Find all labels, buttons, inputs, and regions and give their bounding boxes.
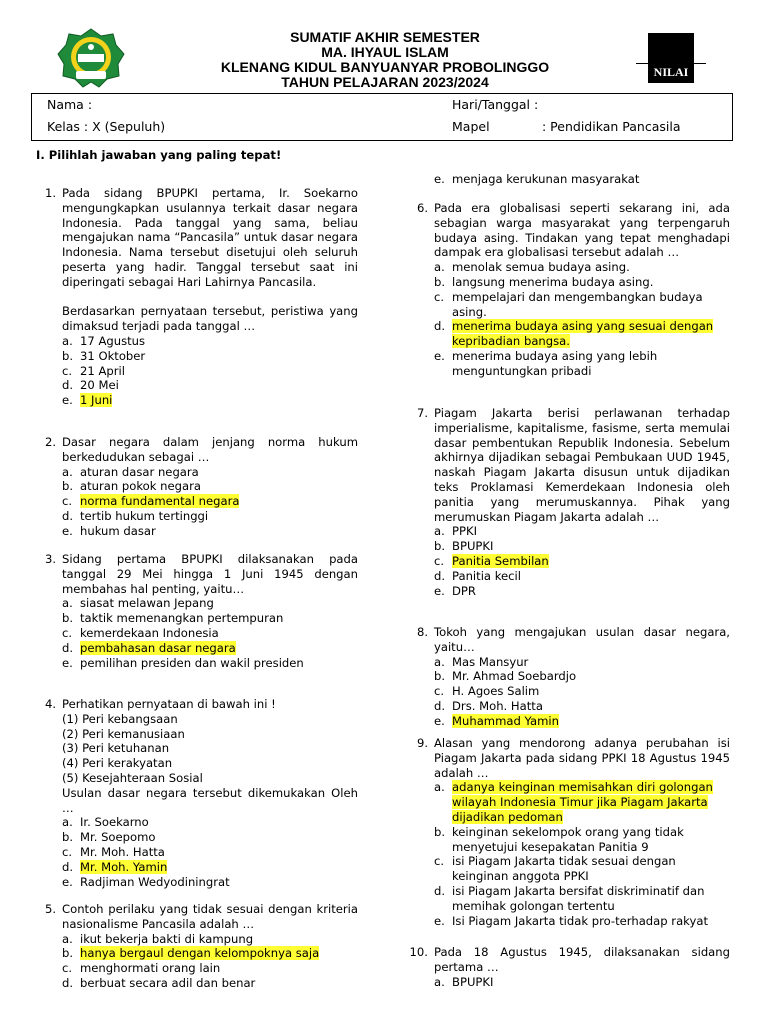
option-letter: d.: [434, 883, 446, 898]
option-text: Panitia kecil: [452, 568, 521, 583]
question-text: Piagam Jakarta berisi perlawanan terhadap imperialisme, kapitalisme, fasisme, serta memulai dasar pembentukan Republik Indonesia. Sebelum akhirnya dijadikan sebagai Pembukaan UUD 1945, naskah Piagam Jakarta disusun untuk dijadikan teks Proklamasi Kemerdekaan Indonesia oleh panitia yang merumuskannya. Pihak yang merumuskan Piagam Jakarta adalah …: [434, 406, 730, 524]
question-number: 2.: [44, 435, 56, 449]
answer-option[interactable]: [62, 524, 358, 539]
option-text: 20 Mei: [80, 378, 119, 393]
answer-option[interactable]: [434, 539, 730, 554]
answer-option[interactable]: [434, 275, 730, 290]
answer-option[interactable]: [62, 465, 358, 480]
option-letter: d.: [434, 698, 446, 713]
option-text: norma fundamental negara: [80, 494, 240, 509]
option-letter: a.: [62, 333, 73, 348]
answer-option[interactable]: [62, 596, 358, 611]
answer-option-highlighted[interactable]: [434, 714, 730, 729]
answer-option-highlighted[interactable]: [62, 860, 358, 875]
question-number: 10.: [409, 945, 428, 959]
option-text: isi Piagam Jakarta tidak sesuai dengan keinginan anggota PPKI: [452, 854, 676, 884]
section-title: I. Pilihlah jawaban yang paling tepat!: [36, 148, 282, 162]
option-text: DPR: [452, 583, 476, 598]
option-text: mempelajari dan mengembangkan budaya asing.: [452, 289, 703, 319]
answer-option[interactable]: [434, 975, 730, 990]
answer-option[interactable]: [434, 349, 730, 379]
subject-label: Mapel: [452, 119, 490, 134]
option-text: 31 Oktober: [80, 348, 146, 363]
answer-option[interactable]: [62, 626, 358, 641]
question-8: [416, 406, 730, 598]
option-letter: b.: [434, 669, 446, 684]
option-letter: d.: [62, 859, 74, 874]
option-letter: e.: [434, 913, 445, 928]
answer-option-highlighted[interactable]: [62, 494, 358, 509]
header-line-2: MA. IHYAUL ISLAM: [321, 44, 449, 60]
option-text: siasat melawan Jepang: [80, 596, 214, 611]
option-letter: d.: [434, 319, 446, 334]
answer-option[interactable]: [62, 830, 358, 845]
option-letter: e.: [62, 874, 73, 889]
option-letter: d.: [62, 975, 74, 990]
answer-option-highlighted[interactable]: [434, 554, 730, 569]
answer-option[interactable]: [62, 334, 358, 349]
answer-option[interactable]: [62, 815, 358, 830]
answer-option[interactable]: [434, 584, 730, 599]
answer-option-highlighted[interactable]: [434, 780, 730, 824]
option-letter: b.: [434, 539, 446, 554]
answer-option[interactable]: [62, 845, 358, 860]
question-9: [416, 625, 730, 729]
question-number: 9.: [416, 736, 428, 750]
question-2: [44, 435, 358, 539]
answer-option[interactable]: [62, 961, 358, 976]
header-line-4: TAHUN PELAJARAN 2023/2024: [281, 74, 489, 90]
question-text: Tokoh yang mengajukan usulan dasar negara, yaitu…: [434, 625, 730, 654]
identity-box: [31, 93, 733, 141]
question-number: 5.: [44, 902, 56, 916]
answer-option[interactable]: [434, 854, 730, 884]
option-letter: b.: [434, 824, 446, 839]
option-text: menerima budaya asing yang sesuai dengan kepribadian bangsa.: [452, 319, 714, 349]
option-letter: b.: [62, 479, 74, 494]
option-text: 21 April: [80, 363, 125, 378]
option-letter: c.: [62, 494, 73, 509]
answer-option[interactable]: [434, 699, 730, 714]
option-letter: a.: [434, 974, 445, 989]
option-letter: a.: [434, 654, 445, 669]
question-text: Sidang pertama BPUPKI dilaksanakan pada tanggal 29 Mei hingga 1 Juni 1945 dengan membahas hal penting, yaitu…: [62, 552, 358, 596]
option-letter: d.: [62, 378, 74, 393]
answer-option[interactable]: [62, 479, 358, 494]
statement-item: (3) Peri ketuhanan: [62, 741, 170, 756]
option-letter: a.: [62, 464, 73, 479]
answer-option[interactable]: [434, 569, 730, 584]
option-text: Isi Piagam Jakarta tidak pro-terhadap rakyat: [452, 913, 708, 928]
option-text: menerima budaya asing yang lebih menguntungkan pribadi: [452, 348, 658, 378]
question-number: 4.: [44, 697, 56, 711]
score-label: NILAI: [653, 65, 689, 79]
answer-option[interactable]: [434, 524, 730, 539]
answer-option[interactable]: [434, 290, 730, 320]
question-10: [416, 736, 730, 928]
option-letter: a.: [62, 596, 73, 611]
option-letter: b.: [62, 946, 74, 961]
option-text: langsung menerima budaya asing.: [452, 274, 654, 289]
option-text: Muhammad Yamin: [452, 713, 559, 728]
class-field: Kelas : X (Sepuluh): [47, 119, 166, 134]
answer-option-highlighted[interactable]: [62, 946, 358, 961]
option-text: taktik memenangkan pertempuran: [80, 611, 284, 626]
option-text: hukum dasar: [80, 523, 156, 538]
date-field[interactable]: Hari/Tanggal :: [452, 97, 539, 112]
school-logo: [56, 27, 126, 89]
option-text: aturan pokok negara: [80, 479, 201, 494]
option-letter: e.: [434, 348, 445, 363]
option-text: 1 Juni: [80, 393, 113, 408]
statement-item: (2) Peri kemanusiaan: [62, 726, 185, 741]
question-text: Dasar negara dalam jenjang norma hukum berkedudukan sebagai …: [62, 435, 358, 464]
option-letter: c.: [62, 363, 73, 378]
answer-option[interactable]: [62, 509, 358, 524]
option-letter: e.: [434, 172, 445, 186]
question-text: Pada sidang BPUPKI pertama, Ir. Soekarno mengungkapkan usulannya terkait dasar negara Indonesia. Pada tanggal yang sama, beliau mengajukan nama “Pancasila” untuk dasar negara Indonesia. Nama tersebut disetujui oleh seluruh peserta yang hadir. Tanggal tersebut saat ini diperingati sebagai Hari Lahirnya Pancasila.: [62, 186, 358, 289]
option-text: Panitia Sembilan: [452, 553, 549, 568]
option-text: Drs. Moh. Hatta: [452, 698, 543, 713]
question-text: Alasan yang mendorong adanya perubahan isi Piagam Jakarta pada sidang PPKI 18 Agustus 1945 adalah …: [434, 736, 730, 780]
question-number: 1.: [44, 186, 56, 200]
question-text: Pada era globalisasi seperti sekarang ini, ada sebagian warga masyarakat yang terpengaruh budaya asing. Tindakan yang tepat menghadapi dampak era globalisasi tersebut adalah …: [434, 201, 730, 260]
answer-option[interactable]: [62, 364, 358, 379]
question-5: [44, 902, 358, 991]
option-text: menghormati orang lain: [80, 961, 221, 976]
option-letter: e.: [434, 713, 445, 728]
option-text: Radjiman Wedyodiningrat: [80, 874, 230, 889]
option-text: menjaga kerukunan masyarakat: [452, 172, 640, 186]
option-text: pembahasan dasar negara: [80, 640, 236, 655]
answer-option[interactable]: [62, 875, 358, 890]
option-letter: a.: [434, 260, 445, 275]
answer-option[interactable]: [434, 684, 730, 699]
option-letter: e.: [62, 393, 73, 408]
option-letter: b.: [62, 830, 74, 845]
question-6: [434, 172, 730, 187]
statement-item: (4) Peri kerakyatan: [62, 756, 173, 771]
question-prompt: Usulan dasar negara tersebut dikemukakan Oleh …: [62, 785, 358, 815]
option-text: kemerdekaan Indonesia: [80, 625, 219, 640]
question-number: 8.: [416, 625, 428, 639]
statement-item: (1) Peri kebangsaan: [62, 711, 178, 726]
option-letter: c.: [62, 844, 73, 859]
answer-option[interactable]: [62, 932, 358, 947]
option-text: adanya keinginan memisahkan diri golongan wilayah Indonesia Timur jika Piagam Jakarta dijadikan pedoman: [452, 780, 713, 824]
option-text: isi Piagam Jakarta bersifat diskriminatif dan memihak golongan tertentu: [452, 883, 705, 913]
answer-option[interactable]: [434, 260, 730, 275]
answer-option[interactable]: [434, 172, 730, 187]
answer-option-highlighted[interactable]: [62, 641, 358, 656]
answer-option[interactable]: [62, 378, 358, 393]
score-divider: [636, 63, 706, 64]
answer-option[interactable]: [62, 976, 358, 991]
document-header: [150, 30, 620, 90]
option-letter: c.: [434, 684, 445, 699]
option-letter: b.: [434, 274, 446, 289]
option-letter: e.: [62, 523, 73, 538]
option-text: H. Agoes Salim: [452, 684, 540, 699]
name-field[interactable]: Nama :: [47, 97, 93, 112]
option-text: Ir. Soekarno: [80, 815, 149, 830]
question-11: [409, 945, 730, 989]
option-text: tertib hukum tertinggi: [80, 508, 209, 523]
option-text: Mr. Moh. Hatta: [80, 844, 165, 859]
option-text: BPUPKI: [452, 539, 494, 554]
option-text: 17 Agustus: [80, 333, 146, 348]
question-number: 7.: [416, 406, 428, 420]
question-3: [44, 552, 358, 670]
option-letter: c.: [62, 961, 73, 976]
option-text: menolak semua budaya asing.: [452, 260, 630, 275]
option-text: PPKI: [452, 524, 478, 539]
answer-option[interactable]: [434, 914, 730, 929]
option-text: aturan dasar negara: [80, 464, 199, 479]
option-letter: c.: [434, 854, 445, 869]
option-letter: a.: [62, 815, 73, 830]
header-line-3: KLENANG KIDUL BANYUANYAR PROBOLINGGO: [220, 59, 550, 75]
option-letter: e.: [434, 583, 445, 598]
option-text: BPUPKI: [452, 974, 494, 989]
answer-option[interactable]: [62, 349, 358, 364]
option-letter: c.: [434, 553, 445, 568]
question-prompt: Berdasarkan pernyataan tersebut, peristiwa yang dimaksud terjadi pada tanggal …: [62, 304, 358, 334]
option-letter: c.: [434, 289, 445, 304]
question-number: 6.: [416, 201, 428, 215]
answer-option[interactable]: [62, 611, 358, 626]
statement-item: (5) Kesejahteraan Sosial: [62, 770, 203, 785]
answer-option-highlighted[interactable]: [434, 319, 730, 349]
question-text: Contoh perilaku yang tidak sesuai dengan kriteria nasionalisme Pancasila adalah …: [62, 902, 358, 931]
option-text: Mas Mansyur: [452, 654, 529, 669]
question-1: [44, 186, 358, 408]
option-text: pemilihan presiden dan wakil presiden: [80, 655, 304, 670]
option-letter: a.: [62, 931, 73, 946]
answer-option[interactable]: [62, 656, 358, 671]
option-letter: d.: [434, 568, 446, 583]
option-text: Mr. Soepomo: [80, 830, 156, 845]
option-letter: c.: [62, 625, 73, 640]
question-text: Perhatikan pernyataan di bawah ini !: [62, 697, 276, 711]
option-letter: d.: [62, 640, 74, 655]
option-letter: b.: [62, 611, 74, 626]
option-letter: e.: [62, 655, 73, 670]
option-letter: d.: [62, 508, 74, 523]
question-number: 3.: [44, 552, 56, 566]
answer-option[interactable]: [434, 884, 730, 914]
question-text: Pada 18 Agustus 1945, dilaksanakan sidang pertama …: [434, 945, 730, 974]
option-text: ikut bekerja bakti di kampung: [80, 931, 254, 946]
answer-option[interactable]: [434, 655, 730, 670]
subject-value: : Pendidikan Pancasila: [542, 119, 681, 134]
option-letter: a.: [434, 780, 445, 795]
answer-option[interactable]: [434, 669, 730, 684]
option-text: keinginan sekelompok orang yang tidak menyetujui kesepakatan Panitia 9: [452, 824, 684, 854]
option-letter: b.: [62, 348, 74, 363]
answer-option-highlighted[interactable]: [62, 393, 358, 408]
header-line-1: SUMATIF AKHIR SEMESTER: [290, 29, 480, 45]
option-text: berbuat secara adil dan benar: [80, 975, 256, 990]
option-letter: a.: [434, 524, 445, 539]
option-text: Mr. Moh. Yamin: [80, 859, 168, 874]
option-text: hanya bergaul dengan kelompoknya saja: [80, 946, 320, 961]
answer-option[interactable]: [434, 825, 730, 855]
question-4: [44, 697, 358, 889]
question-7: [416, 201, 730, 379]
option-text: Mr. Ahmad Soebardjo: [452, 669, 577, 684]
